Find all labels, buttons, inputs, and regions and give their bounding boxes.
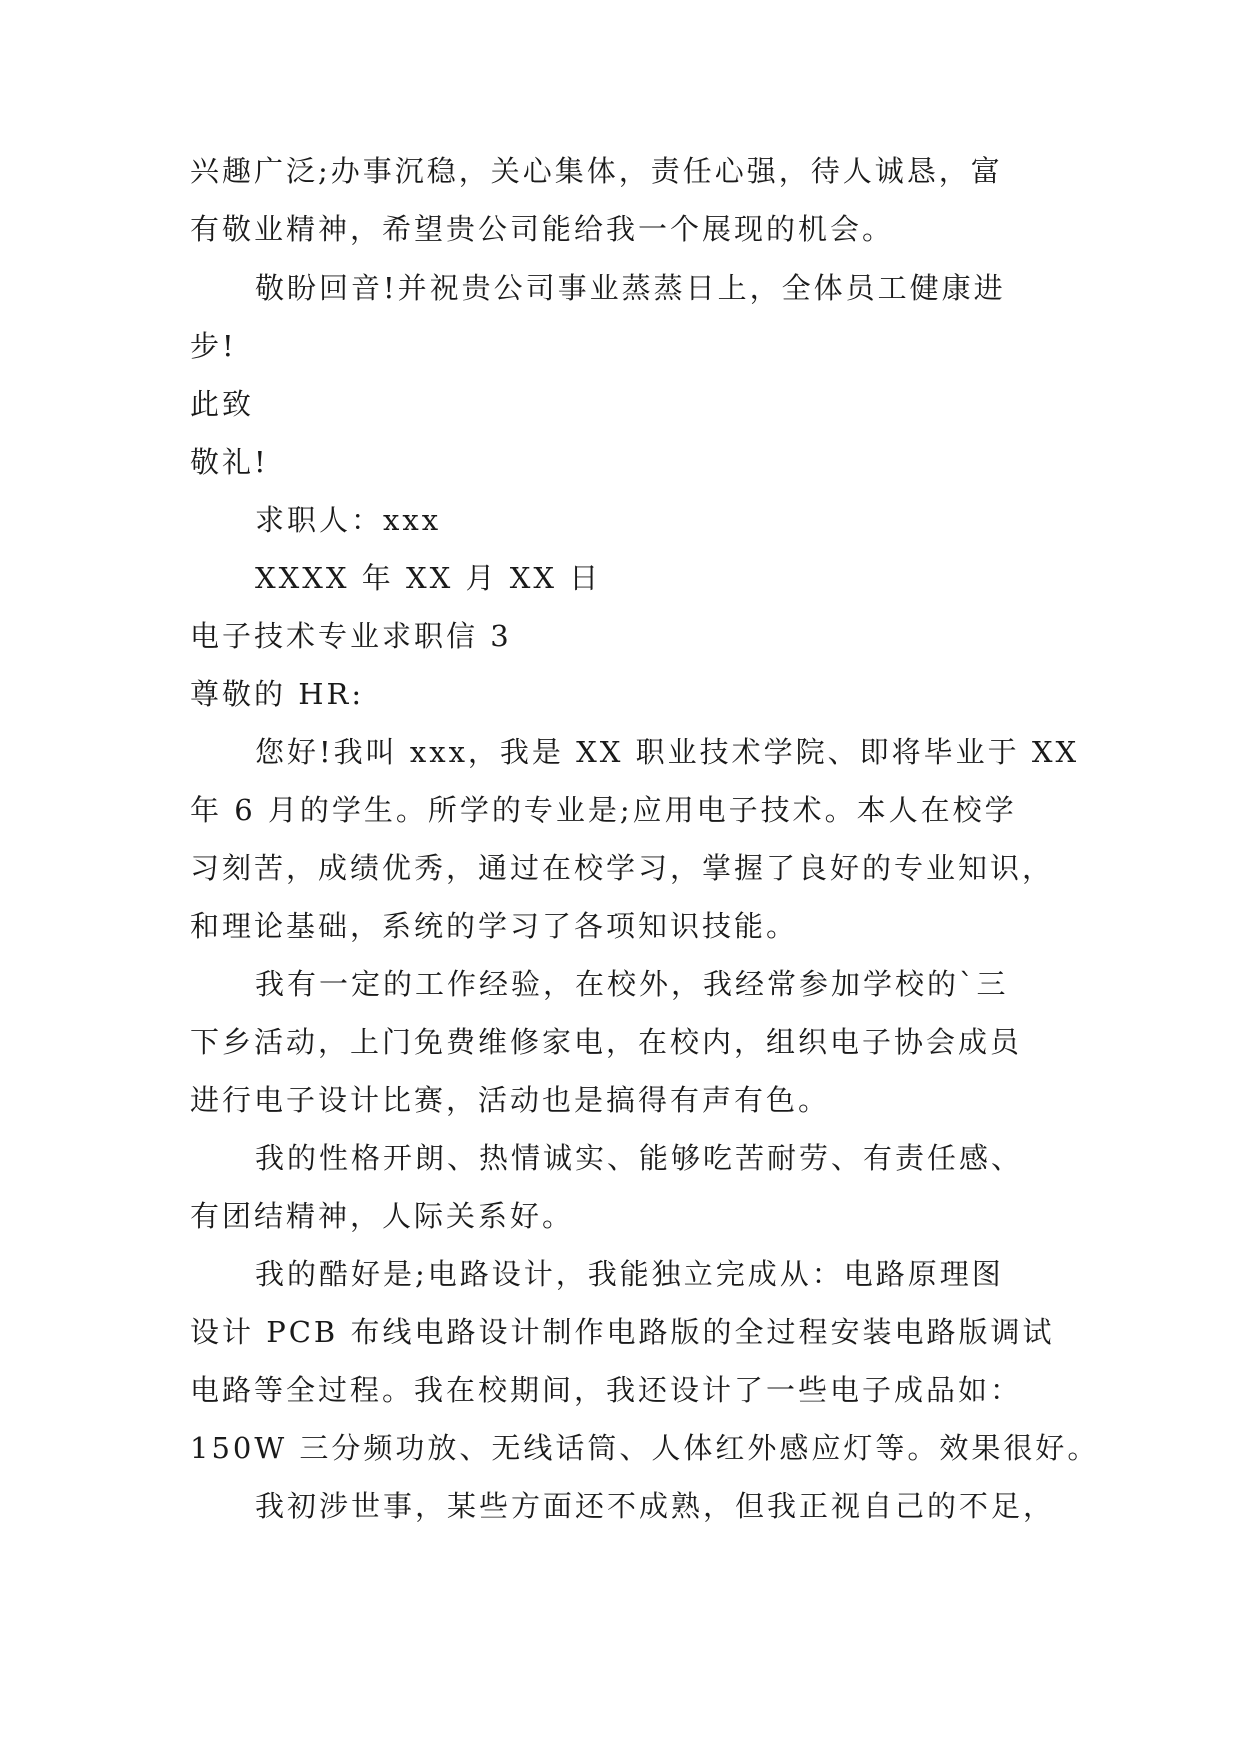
text-line: 我初涉世事，某些方面还不成熟，但我正视自己的不足， (255, 1489, 1056, 1523)
signature-name: 求职人：xxx (255, 503, 442, 537)
text-line: 兴趣广泛;办事沉稳，关心集体，责任心强，待人诚恳，富 (190, 154, 1003, 188)
text-line: 我的性格开朗、热情诚实、能够吃苦耐劳、有责任感、 (255, 1141, 1024, 1175)
signature-date: XXXX 年 XX 月 XX 日 (255, 561, 602, 595)
closing-salutation: 敬礼! (190, 445, 269, 479)
text-line: 我的酷好是;电路设计，我能独立完成从：电路原理图 (255, 1257, 1004, 1291)
text-line: 下乡活动，上门免费维修家电，在校内，组织电子协会成员 (190, 1025, 1023, 1059)
text-line: 步! (190, 329, 237, 363)
closing-phrase: 此致 (190, 387, 255, 421)
text-line: 设计 PCB 布线电路设计制作电路版的全过程安装电路版调试 (190, 1315, 1055, 1349)
section-title: 电子技术专业求职信 3 (190, 619, 512, 653)
text-line: 有敬业精神，希望贵公司能给我一个展现的机会。 (190, 212, 895, 246)
text-line: 电路等全过程。我在校期间，我还设计了一些电子成品如： (190, 1373, 1023, 1407)
text-line: 您好!我叫 xxx，我是 XX 职业技术学院、即将毕业于 XX (255, 735, 1080, 769)
text-line: 有团结精神，人际关系好。 (190, 1199, 575, 1233)
greeting: 尊敬的 HR: (190, 677, 365, 711)
text-line: 进行电子设计比赛，活动也是搞得有声有色。 (190, 1083, 831, 1117)
text-line: 年 6 月的学生。所学的专业是;应用电子技术。本人在校学 (190, 793, 1017, 827)
text-line: 习刻苦，成绩优秀，通过在校学习，掌握了良好的专业知识， (190, 851, 1055, 885)
text-line: 我有一定的工作经验，在校外，我经常参加学校的`三 (255, 967, 1009, 1001)
text-line: 150W 三分频功放、无线话筒、人体红外感应灯等。效果很好。 (190, 1431, 1100, 1465)
text-line: 敬盼回音!并祝贵公司事业蒸蒸日上，全体员工健康进 (255, 271, 1006, 305)
text-line: 和理论基础，系统的学习了各项知识技能。 (190, 909, 799, 943)
